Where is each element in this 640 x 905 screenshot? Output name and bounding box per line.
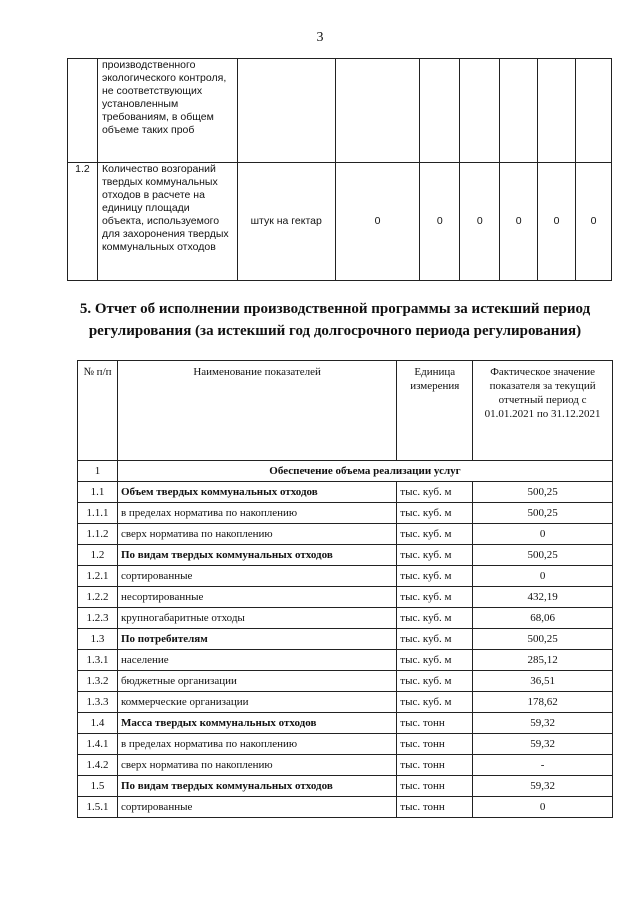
value-cell: 0 bbox=[460, 163, 500, 281]
row-number: 1.2.2 bbox=[78, 587, 118, 608]
indicator-name: несортированные bbox=[117, 587, 396, 608]
row-number: 1.4.1 bbox=[78, 734, 118, 755]
row-number: 1.2 bbox=[68, 163, 98, 281]
unit-cell: тыс. куб. м bbox=[397, 629, 473, 650]
indicator-name: По видам твердых коммунальных отходов bbox=[117, 776, 396, 797]
unit-cell: тыс. тонн bbox=[397, 755, 473, 776]
header-value: Фактическое значение показателя за текущий отчетный период с 01.01.2021 по 31.12.2021 bbox=[473, 361, 613, 461]
unit-cell: штук на гектар bbox=[237, 163, 335, 281]
indicator-name: бюджетные организации bbox=[117, 671, 396, 692]
value-cell bbox=[500, 59, 538, 163]
unit-cell: тыс. тонн bbox=[397, 776, 473, 797]
value-cell: 178,62 bbox=[473, 692, 613, 713]
unit-cell: тыс. куб. м bbox=[397, 566, 473, 587]
indicator-name: Объем твердых коммунальных отходов bbox=[117, 482, 396, 503]
table-row bbox=[78, 713, 613, 734]
value-cell: 500,25 bbox=[473, 629, 613, 650]
indicator-name: сортированные bbox=[117, 566, 396, 587]
indicator-name: коммерческие организации bbox=[117, 692, 396, 713]
section-row bbox=[78, 461, 613, 482]
unit-cell: тыс. куб. м bbox=[397, 545, 473, 566]
table-row bbox=[78, 692, 613, 713]
value-cell: 0 bbox=[473, 566, 613, 587]
unit-cell: тыс. тонн bbox=[397, 713, 473, 734]
row-number: 1.5 bbox=[78, 776, 118, 797]
page-number: 3 bbox=[316, 30, 324, 45]
row-number: 1 bbox=[78, 461, 118, 482]
table-row bbox=[78, 482, 613, 503]
row-number: 1.1.1 bbox=[78, 503, 118, 524]
value-cell bbox=[538, 59, 576, 163]
unit-cell: тыс. тонн bbox=[397, 797, 473, 818]
row-number: 1.4 bbox=[78, 713, 118, 734]
indicator-name: в пределах норматива по накоплению bbox=[117, 734, 396, 755]
row-number: 1.2.1 bbox=[78, 566, 118, 587]
table-row bbox=[78, 524, 613, 545]
value-cell: 68,06 bbox=[473, 608, 613, 629]
value-cell: 432,19 bbox=[473, 587, 613, 608]
table-row bbox=[78, 566, 613, 587]
table-row bbox=[78, 776, 613, 797]
table-row bbox=[78, 755, 613, 776]
indicator-name: По видам твердых коммунальных отходов bbox=[117, 545, 396, 566]
value-cell: 59,32 bbox=[473, 734, 613, 755]
table-row bbox=[78, 503, 613, 524]
value-cell: 500,25 bbox=[473, 503, 613, 524]
unit-cell: тыс. куб. м bbox=[397, 671, 473, 692]
indicator-name: Количество возгораний твердых коммунальных отходов в расчете на единицу площади объекта, используемого для захоронения твердых коммунальных отходов bbox=[97, 163, 237, 281]
table-row bbox=[78, 629, 613, 650]
indicator-name: сверх норматива по накоплению bbox=[117, 524, 396, 545]
row-number: 1.1 bbox=[78, 482, 118, 503]
value-cell: - bbox=[473, 755, 613, 776]
row-number: 1.3.1 bbox=[78, 650, 118, 671]
value-cell: 59,32 bbox=[473, 713, 613, 734]
report-table bbox=[77, 360, 613, 818]
value-cell: 36,51 bbox=[473, 671, 613, 692]
indicator-name: сортированные bbox=[117, 797, 396, 818]
value-cell bbox=[335, 59, 420, 163]
table-row bbox=[78, 587, 613, 608]
unit-cell bbox=[237, 59, 335, 163]
unit-cell: тыс. куб. м bbox=[397, 482, 473, 503]
row-number: 1.3.2 bbox=[78, 671, 118, 692]
value-cell: 0 bbox=[420, 163, 460, 281]
value-cell: 0 bbox=[538, 163, 576, 281]
indicator-name: население bbox=[117, 650, 396, 671]
value-cell: 285,12 bbox=[473, 650, 613, 671]
unit-cell: тыс. куб. м bbox=[397, 524, 473, 545]
row-number: 1.3 bbox=[78, 629, 118, 650]
value-cell bbox=[460, 59, 500, 163]
value-cell: 0 bbox=[576, 163, 612, 281]
row-number: 1.2 bbox=[78, 545, 118, 566]
indicator-name: в пределах норматива по накоплению bbox=[117, 503, 396, 524]
value-cell: 0 bbox=[473, 797, 613, 818]
header-num: № п/п bbox=[78, 361, 118, 461]
table-row bbox=[78, 545, 613, 566]
unit-cell: тыс. куб. м bbox=[397, 692, 473, 713]
value-cell: 0 bbox=[335, 163, 420, 281]
indicator-name: Масса твердых коммунальных отходов bbox=[117, 713, 396, 734]
value-cell bbox=[576, 59, 612, 163]
value-cell: 0 bbox=[473, 524, 613, 545]
table-row bbox=[68, 59, 612, 163]
unit-cell: тыс. куб. м bbox=[397, 650, 473, 671]
row-number: 1.3.3 bbox=[78, 692, 118, 713]
indicator-name: крупногабаритные отходы bbox=[117, 608, 396, 629]
indicator-name: По потребителям bbox=[117, 629, 396, 650]
table-row bbox=[78, 797, 613, 818]
unit-cell: тыс. куб. м bbox=[397, 587, 473, 608]
table-header-row bbox=[78, 361, 613, 461]
indicator-name: сверх норматива по накоплению bbox=[117, 755, 396, 776]
row-number bbox=[68, 59, 98, 163]
section-title: 5. Отчет об исполнении производственной программы за истекший период регулирования (за истекший год долгосрочного периода регулирования) bbox=[79, 301, 591, 339]
unit-cell: тыс. куб. м bbox=[397, 503, 473, 524]
row-number: 1.2.3 bbox=[78, 608, 118, 629]
table-row bbox=[78, 734, 613, 755]
value-cell bbox=[420, 59, 460, 163]
value-cell: 0 bbox=[500, 163, 538, 281]
indicators-table-continued bbox=[67, 58, 612, 281]
row-number: 1.5.1 bbox=[78, 797, 118, 818]
value-cell: 500,25 bbox=[473, 482, 613, 503]
header-name: Наименование показателей bbox=[117, 361, 396, 461]
table-row bbox=[68, 163, 612, 281]
table-row bbox=[78, 608, 613, 629]
indicator-name: производственного экологического контроля, не соответствующих установленным требованиям, в общем объеме таких проб bbox=[97, 59, 237, 163]
table-row bbox=[78, 671, 613, 692]
table-row bbox=[78, 650, 613, 671]
header-unit: Единица измерения bbox=[397, 361, 473, 461]
row-number: 1.4.2 bbox=[78, 755, 118, 776]
section-name: Обеспечение объема реализации услуг bbox=[117, 461, 612, 482]
value-cell: 500,25 bbox=[473, 545, 613, 566]
unit-cell: тыс. тонн bbox=[397, 734, 473, 755]
value-cell: 59,32 bbox=[473, 776, 613, 797]
unit-cell: тыс. куб. м bbox=[397, 608, 473, 629]
row-number: 1.1.2 bbox=[78, 524, 118, 545]
